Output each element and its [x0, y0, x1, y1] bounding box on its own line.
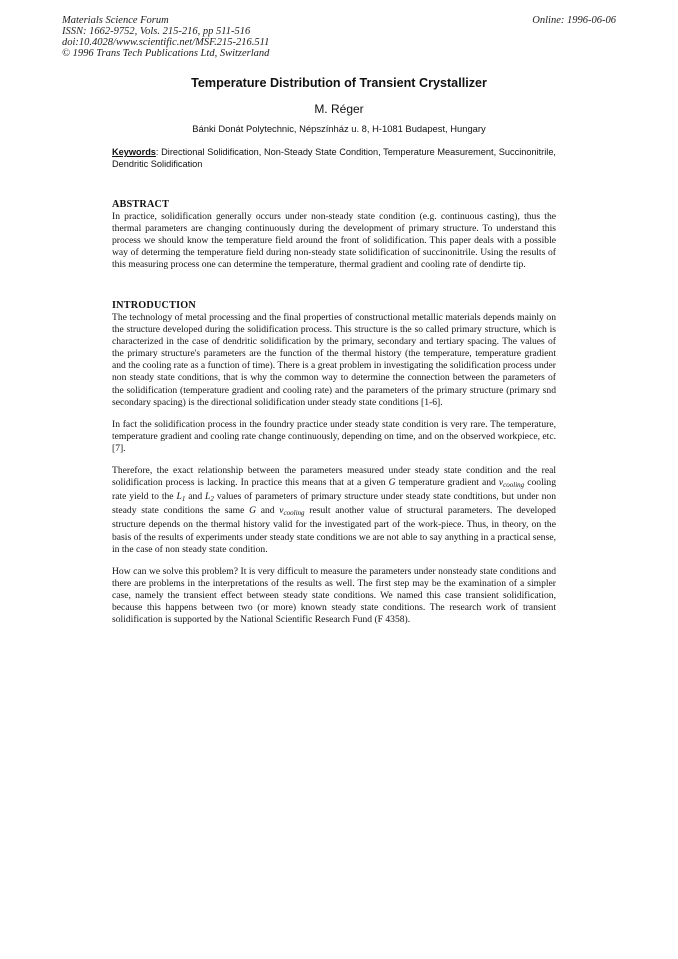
- keywords-text: : Directional Solidification, Non-Steady State Condition, Temperature Measurement, Succinonitrile, Dendritic Solidification: [112, 147, 556, 169]
- keywords-block: [112, 146, 556, 170]
- keywords-label: Keywords: [112, 147, 156, 157]
- intro-paragraph-1: The technology of metal processing and the final properties of constructional metallic materials depends mainly on the structure developed during the solidification process. This structure is the so called primary structure, which is characterized in the case of dendritic solidification by the primary, secondary and tertiary spacing. The values of the primary structure's parameters are the function of the thermal history (the temperature, temperature gradient and the cooling rate as a function of time). There is a great problem in investigating the solidification process under non steady state conditions, that is why the common way to determine the connection between the parameters of the solidification (temperature gradient and cooling rate) and the parameters of the primary structure (primary snd secondary spacing) is the directional solidification under steady state conditions [1-6].: [112, 312, 556, 408]
- intro-paragraph-3: Therefore, the exact relationship between the parameters measured under steady state condition and the real solidification process is lacking. In practice this means that at a given G temperature gradient and $v_{cooling}$ cooling rate yield to the $L_1$ and $L_2$ values of parameters of primary structure under steady state condtitions, but under non steady state conditions the same G and $v_{cooling}$ result another value of structural parameters. The developed structure depends on the thermal history valid for the investigated part of the work-piece. Thus, in theory, on the basis of the results of experiments under steady state conditions we are not able to say anything in a practical sense, in the case of non steady state condition.: [112, 465, 556, 555]
- abstract-heading: ABSTRACT: [112, 199, 170, 210]
- abstract-section: [112, 199, 556, 271]
- intro-paragraph-2: In fact the solidification process in the foundry practice under steady state condition is very rare. The temperature, temperature gradient and cooling rate change continuously, depending on time, and on the observed workpiece, etc. [7].: [112, 418, 556, 454]
- copyright-line: © 1996 Trans Tech Publications Ltd, Switzerland: [62, 48, 270, 59]
- author-affiliation: Bánki Donát Polytechnic, Népszínház u. 8, H-1081 Budapest, Hungary: [192, 123, 486, 134]
- online-date: Online: 1996-06-06: [532, 15, 616, 26]
- abstract-text: In practice, solidification generally occurs under non-steady state condition (e.g. continuous casting), thus the thermal parameters are changing continuously during the development of primary structure. To understand this process we should know the temperature field around the front of solidification. This paper deals with a possible way of determing the temperature field during non-steady state solidification of succinonitrile. Using the results of this measuring process one can determine the temperature, thermal gradient and cooling rate of dendirte tip.: [112, 211, 556, 271]
- introduction-section: [112, 300, 556, 626]
- introduction-heading: INTRODUCTION: [112, 300, 196, 311]
- paper-title: Temperature Distribution of Transient Crystallizer: [191, 76, 487, 90]
- doi-line[interactable]: doi:10.4028/www.scientific.net/MSF.215-216.511: [62, 37, 270, 48]
- publication-meta: [62, 15, 269, 59]
- intro-paragraph-4: How can we solve this problem? It is very difficult to measure the parameters under nonsteady state conditions and there are problems in the interpretations of the results as well. The first step may be the examination of a simpler case, namely the transient effect between steady state conditions. We named this case transient solidification, because this happens between two (or more) known steady state conditions. The research work of transient solidification is supported by the National Scientific Research Fund (F 4358).: [112, 565, 556, 626]
- issn-line: ISSN: 1662-9752, Vols. 215-216, pp 511-516: [62, 26, 251, 37]
- paper-author: M. Réger: [314, 102, 364, 116]
- journal-name: Materials Science Forum: [62, 15, 169, 26]
